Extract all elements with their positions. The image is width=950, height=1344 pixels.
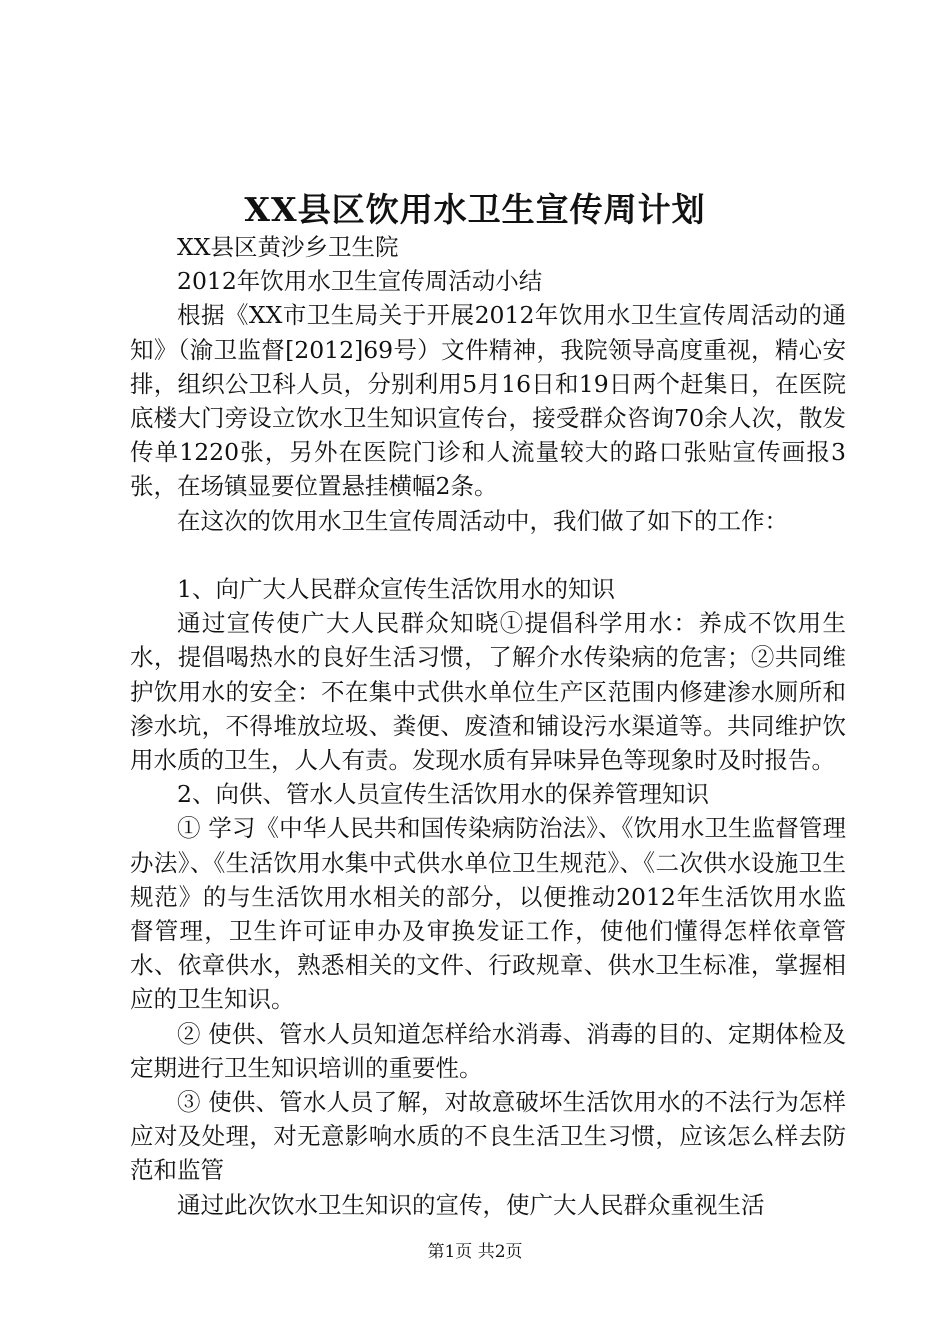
- paragraph-work-summary: 在这次的饮用水卫生宣传周活动中，我们做了如下的工作：: [177, 506, 788, 535]
- paragraph-subtitle: 2012年饮用水卫生宣传周活动小结: [177, 267, 543, 296]
- paragraph-item-1: ① 学习《中华人民共和国传染病防治法》、《饮用水卫生监督管理办法》、《生活饮用水集中式供水单位卫生规范》、《二次供水设施卫生规范》的与生活饮用水相关的部分，以便推动2012年生活饮用水监督管理，卫生许可证申办及审换发证工作，使他们懂得怎样依章管水、依章供水，熟悉相关的文件、行政规章、供水卫生标准，掌握相应的卫生知识。: [130, 814, 846, 1014]
- document-body: [130, 230, 846, 1222]
- paragraph-item-2: ② 使供、管水人员知道怎样给水消毒、消毒的目的、定期体检及定期进行卫生知识培训的重要性。: [130, 1019, 846, 1082]
- paragraph-spacer: [130, 538, 846, 572]
- paragraph-item-3: ③ 使供、管水人员了解，对故意破坏生活饮用水的不法行为怎样应对及处理，对无意影响水质的不良生活卫生习惯，应该怎么样去防范和监管: [130, 1088, 846, 1185]
- document-title: XX县区饮用水卫生宣传周计划: [244, 190, 706, 229]
- paragraph-closing: 通过此次饮水卫生知识的宣传，使广大人民群众重视生活: [177, 1190, 765, 1219]
- paragraph-heading-2: 2、向供、管水人员宣传生活饮用水的保养管理知识: [177, 780, 709, 809]
- paragraph-organization: XX县区黄沙乡卫生院: [177, 233, 399, 261]
- paragraph-heading-1: 1、向广大人民群众宣传生活饮用水的知识: [177, 575, 615, 604]
- paragraph-section-1-body: 通过宣传使广大人民群众知晓①提倡科学用水：养成不饮用生水，提倡喝热水的良好生活习惯，了解介水传染病的危害；②共同维护饮用水的安全：不在集中式供水单位生产区范围内修建渗水厕所和渗水坑，不得堆放垃圾、粪便、废渣和铺设污水渠道等。共同维护饮用水质的卫生，人人有责。发现水质有异味异色等现象时及时报告。: [130, 609, 846, 775]
- page-number: 第1页 共2页: [427, 1242, 523, 1262]
- paragraph-intro: 根据《XX市卫生局关于开展2012年饮用水卫生宣传周活动的通知》（渝卫监督[2012]69号）文件精神，我院领导高度重视，精心安排，组织公卫科人员，分别利用5月16日和19日两个赶集日，在医院底楼大门旁设立饮水卫生知识宣传台，接受群众咨询70余人次，散发传单1220张，另外在医院门诊和人流量较大的路口张贴宣传画报3张，在场镇显要位置悬挂横幅2条。: [130, 301, 846, 501]
